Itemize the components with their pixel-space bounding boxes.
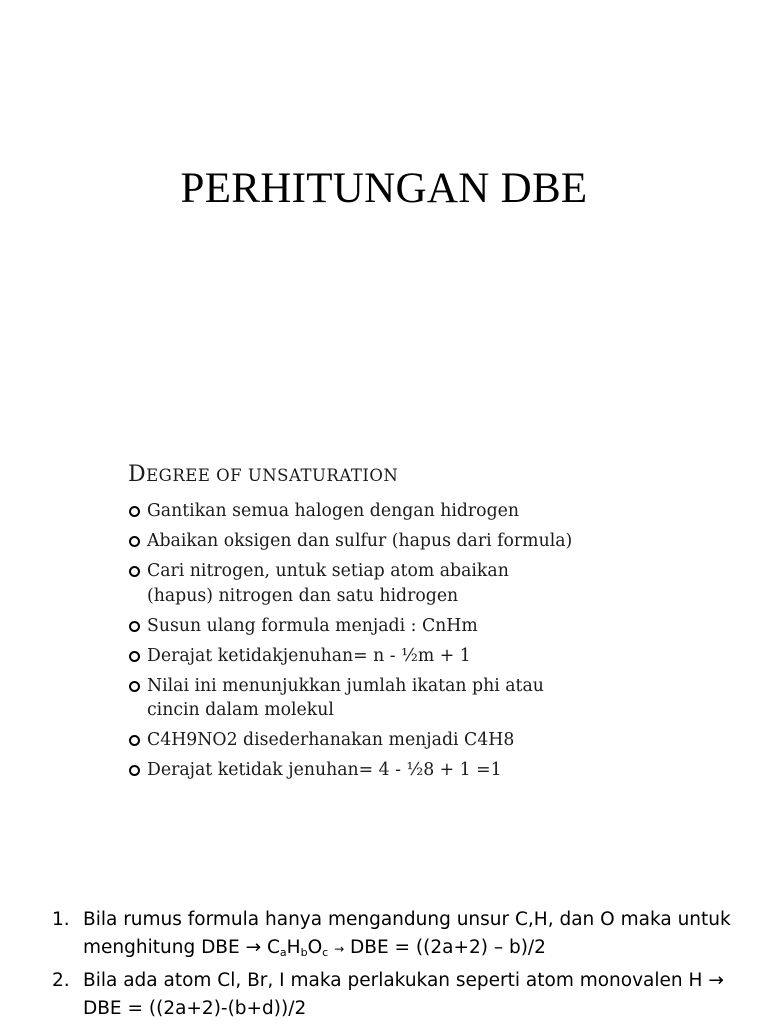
list-item: Derajat ketidak jenuhan= 4 - ½8 + 1 =1 [128,758,572,783]
circle-bullet-icon [129,621,140,632]
numbered-list [52,906,731,1027]
small-arrow-icon: → [334,942,345,956]
circle-bullet-icon [129,566,140,577]
circle-bullet-icon [129,765,140,776]
formula: $C_aH_bO_c$ [266,937,329,959]
circle-bullet-icon [129,735,140,746]
item-number: 2. [52,970,70,991]
list-item: Abaikan oksigen dan sulfur (hapus dari formula) [128,529,572,554]
list-item: Gantikan semua halogen dengan hidrogen [128,499,572,524]
list-item: Susun ulang formula menjadi : CnHm [128,614,572,639]
circle-bullet-icon [129,536,140,547]
section-heading: DEGREE OF UNSATURATION [128,462,399,487]
circle-bullet-icon [129,506,140,517]
item-number: 1. [52,909,70,930]
page-title: PERHITUNGAN DBE [180,165,588,212]
list-item: Derajat ketidakjenuhan= n - ½m + 1 [128,644,572,669]
arrow-right-icon: → [708,970,724,991]
circle-bullet-icon [129,681,140,692]
list-item: Nilai ini menunjukkan jumlah ikatan phi atau cincin dalam molekul [128,674,572,723]
numbered-item: 1. Bila rumus formula hanya mengandung unsur C,H, dan O maka untuk menghitung DBE → $C_aH_bO_c$ → DBE = ((2a+2) – b)/2 [52,906,731,963]
numbered-item: 2. Bila ada atom Cl, Br, I maka perlakukan seperti atom monovalen H → DBE = ((2a+2)-(b+d))/2 [52,967,731,1023]
bullet-list [128,499,572,783]
list-item: Cari nitrogen, untuk setiap atom abaikan (hapus) nitrogen dan satu hidrogen [128,559,572,608]
list-item: C4H9NO2 disederhanakan menjadi C4H8 [128,728,572,753]
circle-bullet-icon [129,651,140,662]
degree-of-unsaturation-section [128,462,572,788]
arrow-right-icon: → [245,937,262,958]
